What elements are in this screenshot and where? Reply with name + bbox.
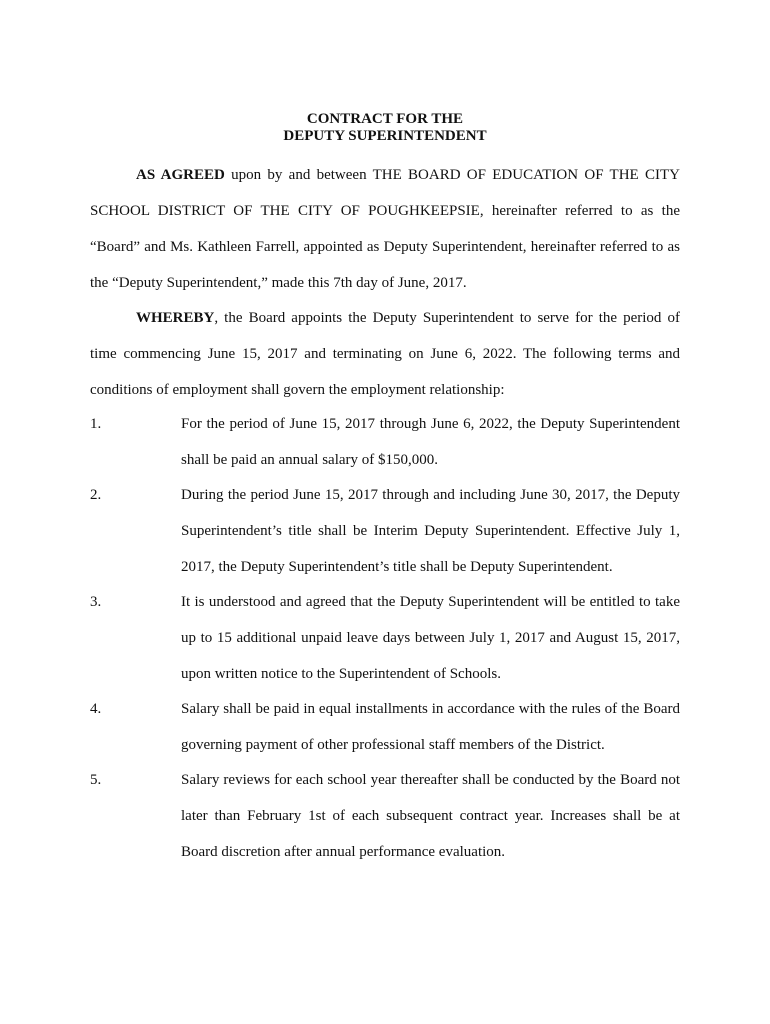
term-item-3 [90,584,680,692]
term-item-1 [90,406,680,478]
term-text: It is understood and agreed that the Deputy Superintendent will be entitled to take up to 15 additional unpaid leave days between July 1, 2017 and August 15, 2017, upon written notice to the Superintendent of Schools. [181,594,680,682]
term-text: Salary shall be paid in equal installments in accordance with the rules of the Board governing payment of other professional staff members of the District. [181,701,680,753]
term-item-2 [90,477,680,585]
term-item-4 [90,691,680,763]
agreement-text: upon by and between THE BOARD OF EDUCATION OF THE CITY SCHOOL DISTRICT OF THE CITY OF POUGHKEEPSIE, hereinafter referred to as the “Board” and Ms. Kathleen Farrell, appointed as Deputy Superintendent, hereinafter referred to as the “Deputy Superintendent,” made this 7th day of June, 2017. [90,167,680,291]
whereby-lead: WHEREBY [136,310,215,326]
document-title-line2: DEPUTY SUPERINTENDENT [283,128,487,144]
term-text: Salary reviews for each school year thereafter shall be conducted by the Board not later than February 1st of each subsequent contract year. Increases shall be at Board discretion after annual performance evaluation. [181,772,680,860]
whereby-text: , the Board appoints the Deputy Superintendent to serve for the period of time commencing June 15, 2017 and terminating on June 6, 2022. The following terms and conditions of employment shall govern the employment relationship: [90,310,680,398]
agreement-paragraph [90,157,680,301]
term-number: 1. [90,416,102,432]
agreement-lead: AS AGREED [136,167,225,183]
term-text: For the period of June 15, 2017 through June 6, 2022, the Deputy Superintendent shall be paid an annual salary of $150,000. [181,416,680,468]
term-item-5 [90,762,680,870]
whereby-paragraph [90,300,680,408]
term-number: 2. [90,487,102,503]
term-text: During the period June 15, 2017 through and including June 30, 2017, the Deputy Superintendent’s title shall be Interim Deputy Superintendent. Effective July 1, 2017, the Deputy Superintendent’s title shall be Deputy Superintendent. [181,487,680,575]
term-number: 5. [90,772,102,788]
term-number: 3. [90,594,102,610]
term-number: 4. [90,701,102,717]
document-title-line1: CONTRACT FOR THE [306,111,464,127]
